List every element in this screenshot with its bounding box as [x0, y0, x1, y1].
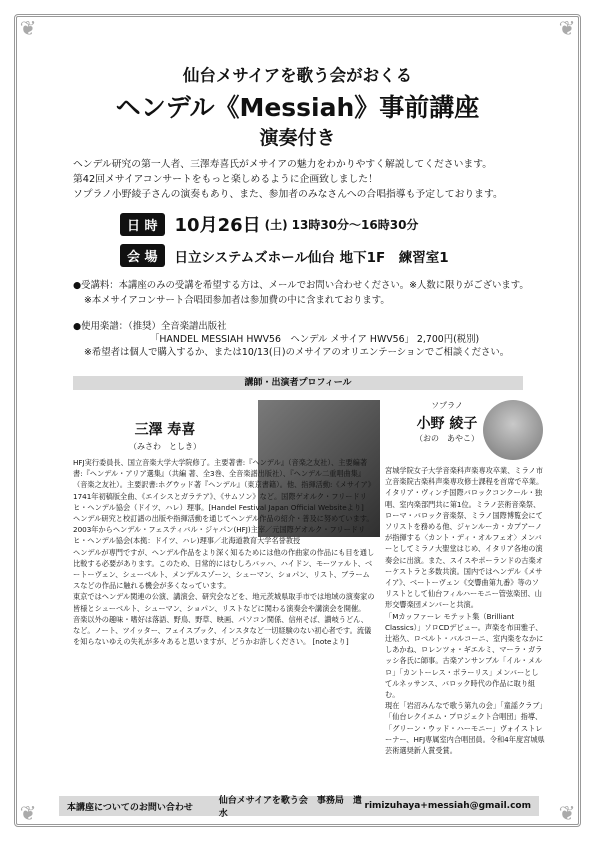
date-weekday: (土) — [264, 217, 288, 232]
lecturer-bio: HFJ実行委員長、国立音楽大学大学院修了。主要著書:『ヘンデル』（音楽之友社）、主要編著書:『ヘンデル・アリア選集』（共編 著、全3巻、全音楽譜出版社）、『ヘンデル二重唱曲集』（音楽之友社）。主要訳書:ホグウッド著『ヘンデル』（東京書籍）。他、指揮活動:《メサイア》1741年初稿版全曲、《エイシスとガラテア》、《サムソン》など。国際ゲオルク・フリードリヒ・ヘンデル協会（ドイツ、ハレ）理事。[Handel Festival Japan Official Websiteより] ヘンデル研究と校訂譜の出版や指揮活動を通じてヘンデル作品の紹介・普及に努めています。 2003年からヘンデル・フェスティバル・ジャパン(HFJ)主宰／元国際ゲオルク・フリードリヒ・ヘンデル協会(本拠：ドイツ、ハレ)理事／北海道教育大学名誉教授 ヘンデルが専門ですが、ヘンデル作品をより深く知るためには他の作曲家の作品にも目を通し比較する必要があります。このため、日常的にはむしろバッハ、ハイドン、モーツァルト、ベートーヴェン、シューベルト、メンデルスゾーン、シューマン、ショパン、リスト、ブラームスなどの作品に触れる機会が多くなっています。 東京ではヘンデル関連の公演、講演会、研究会などを、地元茨城県取手市では地域の演奏家の皆様とシューベルト、シューマン、ショパン、リストなどに関わる演奏会や講演会を開催。 音楽以外の趣味・嗜好は落語、野鳥、野草、映画、パソコン関係、信州そば、讃岐うどん、など。ノート、ツイッター、フェイスブック、インスタなど一切経験のない初心者です。流儀を知らないゆえの失礼が多々あると思いますが、どうかお許しください。 [noteより] — [73, 458, 375, 647]
contact-footer — [59, 796, 539, 819]
lecturer-reading: （みさわ としき） — [129, 442, 201, 451]
venue-tag: 会 場 — [120, 244, 165, 267]
lecturer-name: 三澤 寿喜 — [134, 422, 196, 438]
ornament-icon: ❦ — [558, 16, 576, 40]
ornament-icon: ❦ — [19, 16, 37, 40]
contact-label: 本講座についてのお問い合わせ — [67, 802, 193, 813]
note-fee-sub: ※本メサイアコンサート合唱団参加者は参加費の中に含まれております。 — [84, 295, 390, 306]
intro-text — [73, 157, 533, 202]
venue-text: 日立システムズホール仙台 地下1F 練習室1 — [174, 249, 449, 266]
performer-bio: 宮城学院女子大学音楽科声楽専攻卒業、ミラノ市立音楽院古楽科声楽専攻修士課程を首席で卒業。 イタリア・ヴィンチ国際バロックコンクール・独唱、室内楽部門共に第1位。ミラノ芸術音楽祭、ローマ・バロック音楽祭、ミラノ国際博覧会にてソリストを務める他、ジャンルーカ・カプアーノが指揮する〈カント・ディ・オルフェオ〉メンバーとしてミラノ大聖堂はじめ、イタリア各地の演奏会に出演。また、スイスやポーランドの古楽オーケストラと多数共演。国内ではヘンデル《メサイア》、ベートーヴェン《交響曲第九番》等のソリストとして仙台フィルハーモニー管弦楽団、山形交響楽団メンバーと共演。 「Mカッファーレ モテット集（Brilliant Classics）」ソロCDデビュー。声楽を布田雅子、辻裕久、ロベルト・バルコーニ、室内楽をなかにしあかね、ロレンツォ・ギエルミ、マーラ・ガラッシ各氏に師事。古楽アンサンブル「イル・メルロ」「カントーレス・ポラーリス」メンバーとしてルネッサンス、バロック時代の作品に取り組む。 現在「岩沼みんなで歌う第九の会」「童謡クラブ」「仙台レクイエム・プロジェクト合唱団」指導、「グリーン・ウッド・ハーモニー」ヴォイストレーナー、HFJ専属室内合唱団員。令和4年度宮城県芸術選奨新人賞受賞。 — [385, 466, 545, 756]
performer-name: 小野 綾子 — [416, 416, 478, 432]
ornament-icon: ❦ — [558, 801, 576, 825]
note-score: ●使用楽譜：（推奨）全音楽譜出版社 — [73, 321, 227, 332]
event-organizer-line: 仙台メサイアを歌う会がおくる — [182, 66, 413, 85]
event-title: ヘンデル《Messiah》事前講座 — [115, 93, 480, 122]
date-tag: 日 時 — [120, 213, 165, 236]
intro-line: 第42回メサイアコンサートをもっと楽しめるように企画致しました！ — [73, 174, 378, 185]
date-main: 10月26日 — [174, 215, 261, 236]
intro-line: ソプラノ小野綾子さんの演奏もあり、また、参加者のみなさんへの合唱指導も予定しております。 — [73, 189, 503, 200]
contact-organization: 仙台メサイアを歌う会 事務局 遣水 — [218, 796, 362, 819]
intro-line: ヘンデル研究の第一人者、三澤寿喜氏がメサイアの魅力をわかりやすく解説してくださいます。 — [73, 159, 493, 170]
note-score-sub: ※希望者は個人で購入するか、または10/13(日)のメサイアのオリエンテーションでご相談ください。 — [84, 347, 510, 358]
profile-section-heading: 講師・出演者プロフィール — [73, 376, 523, 390]
ornament-icon: ❦ — [19, 801, 37, 825]
performer-reading: （おの あやこ） — [415, 434, 479, 443]
note-score-title: 「HANDEL MESSIAH HWV56 ヘンデル メサイア HWV56」 2,700円(税別) — [150, 334, 480, 345]
note-fee: ●受講料：本講座のみの受講を希望する方は、メールでお問い合わせください。※人数に限りがございます。 — [73, 280, 529, 291]
contact-email[interactable]: rimizuhaya+messiah@gmail.com — [364, 801, 531, 811]
date-time: 13時30分〜16時30分 — [291, 217, 419, 232]
performer-photo — [483, 400, 543, 460]
venue-row — [120, 244, 449, 267]
event-subtitle: 演奏付き — [259, 127, 336, 149]
performer-role: ソプラノ — [431, 401, 463, 410]
date-row — [120, 211, 418, 237]
